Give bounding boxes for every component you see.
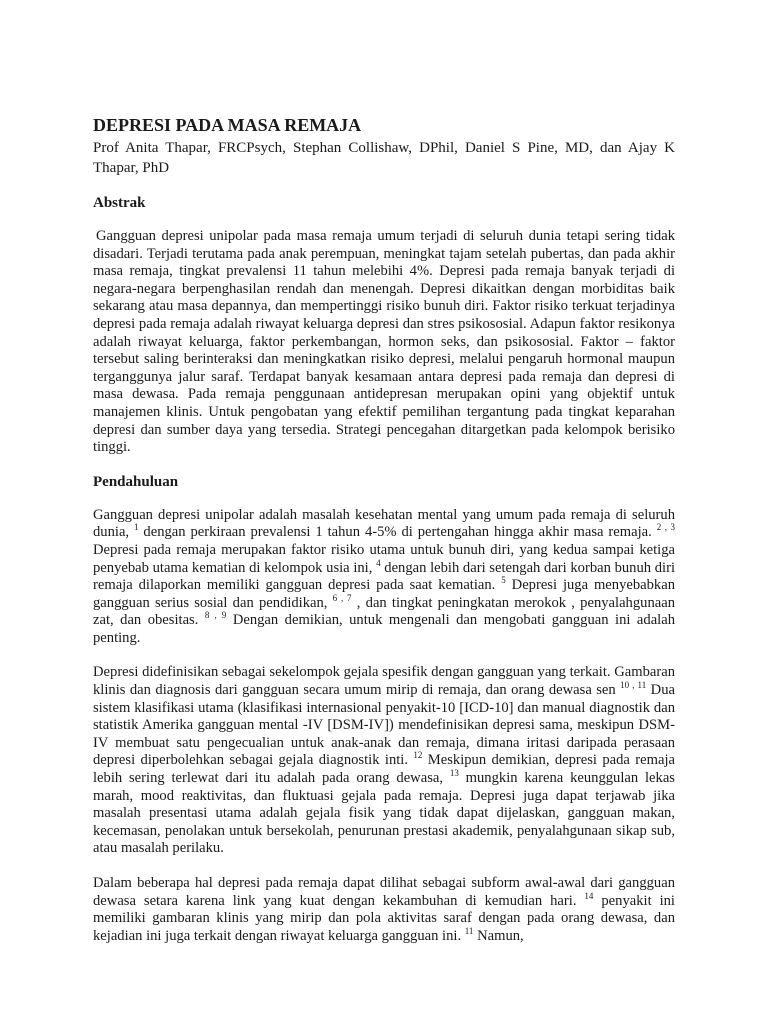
paragraph-text: Dalam beberapa hal depresi pada remaja dapat dilihat sebagai subform awal-awal dari gangguan dewasa setara karena link yang kuat dengan kekambuhan di kemudian hari. bbox=[93, 875, 675, 909]
paragraph-text: Dua sistem klasifikasi utama (klasifikasi internasional penyakit-10 [ICD-10] dan manual diagnostik dan statistik Amerika gangguan mental -IV [DSM-IV]) mendefinisikan depresi sama, meskipun DSM-IV membuat satu pengecualian untuk anak-anak dan remaja, dimana iritasi daripada perasaan depresi diperbolehkan sebagai gejala diagnostik inti. bbox=[93, 682, 675, 769]
paragraph-text: Meskipun demikian, depresi pada remaja lebih sering terlewat dari itu adalah pada orang dewasa, bbox=[93, 752, 675, 787]
paragraph-text: mungkin karena keunggulan lekas marah, mood reaktivitas, dan fluktuasi gejala pada remaja. Depresi juga dapat terjawab jika masalah presentasi utama adalah gejala fisik yang tidak dapat dijelaskan, gangguan makan, kecemasan, penolakan untuk bersekolah, penurunan prestasi akademik, penyalahgunaan sikap sub, atau masalah perilaku. bbox=[93, 770, 675, 857]
citation-ref: 6 , 7 bbox=[332, 592, 352, 603]
citation-ref: 10 , 11 bbox=[620, 680, 647, 691]
paragraph-text: Dengan demikian, untuk mengenali dan mengobati gangguan ini adalah penting. bbox=[93, 612, 675, 646]
paragraph-text: Namun, bbox=[477, 927, 524, 944]
citation-ref: 4 bbox=[376, 557, 381, 568]
paragraph-text: dengan lebih dari setengah dari korban bunuh diri remaja dilaporkan memiliki gangguan depresi pada saat kematian. bbox=[93, 559, 676, 594]
citation-ref: 5 bbox=[501, 575, 506, 586]
intro-paragraph-2 bbox=[93, 664, 675, 858]
author-list: Prof Anita Thapar, FRCPsych, Stephan Collishaw, DPhil, Daniel S Pine, MD, dan Ajay K Thapar, PhD bbox=[93, 140, 675, 176]
intro-paragraph-1 bbox=[93, 507, 675, 648]
citation-ref: 8 , 9 bbox=[204, 610, 227, 621]
paragraph-text: Depresi juga menyebabkan gangguan serius sosial dan pendidikan, bbox=[93, 577, 676, 611]
document-page bbox=[93, 114, 675, 962]
intro-heading: Pendahuluan bbox=[93, 473, 179, 490]
citation-ref: 12 bbox=[413, 750, 423, 761]
paragraph-text: Depresi pada remaja merupakan faktor risiko utama untuk bunuh diri, yang kedua sampai ketiga penyebab utama kematian di kelompok usia ini, bbox=[93, 541, 675, 576]
abstract-text: Gangguan depresi unipolar pada masa remaja umum terjadi di seluruh dunia tetapi sering tidak disadari. Terjadi terutama pada anak perempuan, meningkat tajam setelah pubertas, dan pada akhir masa remaja, tingkat prevalensi 11 tahun melebihi 4%. Depresi pada remaja banyak terjadi di negara-negara berpenghasilan rendah dan menengah. Depresi dikaitkan dengan morbiditas baik sekarang atau masa depannya, dan mempertinggi risiko bunuh diri. Faktor risiko terkuat terjadinya depresi pada remaja adalah riwayat keluarga depresi dan stres psikososial. Adapun faktor resikonya adalah riwayat keluarga, faktor perkembangan, hormon seks, dan psikososial. Faktor – faktor tersebut saling berinteraksi dan meningkatkan risiko depresi, melalui pengaruh hormonal maupun terganggunya jalur saraf. Terdapat banyak kesamaan antara depresi pada remaja dan depresi di masa dewasa. Pada remaja penggunaan antidepresan merupakan opini yang objektif untuk manajemen klinis. Untuk pengobatan yang efektif pemilihan tergantung pada tingkat keparahan depresi dan sumber daya yang tersedia. Strategi pencegahan ditargetkan pada kelompok berisiko tinggi. bbox=[93, 228, 675, 456]
paragraph-text: dengan perkiraan prevalensi 1 tahun 4-5% di pertengahan hingga akhir masa remaja. bbox=[143, 524, 652, 541]
paragraph-text: , dan tingkat peningkatan merokok , penyalahgunaan zat, dan obesitas. bbox=[93, 594, 675, 629]
document-title: DEPRESI PADA MASA REMAJA bbox=[93, 115, 362, 135]
citation-ref: 14 bbox=[584, 890, 594, 901]
citation-ref: 2 , 3 bbox=[656, 522, 675, 533]
paragraph-text: penyakit ini memiliki gambaran klinis yang mirip dan pola aktivitas saraf dengan pada orang dewasa, dan kejadian ini juga terkait dengan riwayat keluarga gangguan ini. bbox=[93, 892, 675, 944]
citation-ref: 13 bbox=[449, 768, 459, 779]
citation-ref: 1 bbox=[134, 522, 139, 533]
citation-ref: 11 bbox=[464, 925, 474, 936]
abstract-heading: Abstrak bbox=[93, 195, 146, 211]
paragraph-text: Gangguan depresi unipolar adalah masalah kesehatan mental yang umum pada remaja di seluruh dunia, bbox=[93, 506, 675, 541]
paragraph-text: Depresi didefinisikan sebagai sekelompok gejala spesifik dengan gangguan yang terkait. Gambaran klinis dan diagnosis dari gangguan secara umum mirip di remaja, dan orang dewasa sen bbox=[93, 664, 675, 699]
intro-paragraph-3 bbox=[93, 875, 675, 945]
